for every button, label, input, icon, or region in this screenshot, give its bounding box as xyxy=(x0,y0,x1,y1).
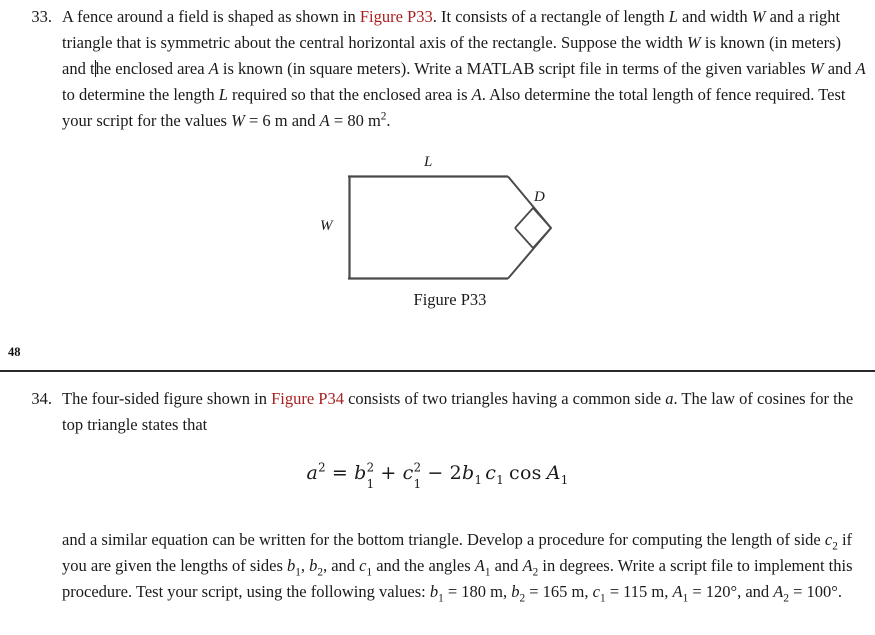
p33-var-W-3: W xyxy=(809,59,824,78)
problem-34-text xyxy=(62,386,868,438)
p34-text-3: . The law of cosines for the top triangle states that xyxy=(62,389,854,434)
eq-term3-var: b xyxy=(461,462,475,484)
p34-sub-A1: 1 xyxy=(484,566,491,579)
figure-label-length: L xyxy=(424,154,433,170)
equation-law-of-cosines: $a^2 = b$ 1 $^2$ + c 1 $^2 - 2b_1$ $c_1$ $\cos A_1$ xyxy=(306,460,569,491)
problem-34-continuation-text xyxy=(62,527,868,605)
figure-label-width: W xyxy=(320,218,333,234)
p33-text-8: and xyxy=(823,59,856,78)
p34-text-1: The four-sided figure shown in xyxy=(62,389,272,408)
figure-p33-caption: Figure P33 xyxy=(413,290,487,309)
problem-34-number: 34. xyxy=(31,389,52,408)
p34-text-11: = 180 m, xyxy=(443,582,512,601)
p33-text-1: A fence around a field is shaped as shown in xyxy=(62,7,360,26)
eq-lhs-var: a xyxy=(306,462,319,484)
p33-var-A-3: A xyxy=(471,85,482,104)
p34-sub-A1-val: 1 xyxy=(682,592,689,605)
p34-var-b1-val: b xyxy=(429,582,439,601)
p33-var-W-2: W xyxy=(687,33,701,52)
eq-minus: − xyxy=(427,462,444,484)
p33-var-W-1: W xyxy=(751,7,766,26)
p33-text-7: is known (in square meters). Write a MATLAB script file in terms of the given variables xyxy=(218,59,810,78)
p33-text-13: = 80 m xyxy=(329,111,381,130)
p34-var-A1: A xyxy=(474,556,485,575)
p34-var-A2-val: A xyxy=(773,582,784,601)
p34-sub-c1-val: 1 xyxy=(599,592,606,605)
p34-sub-b2: 2 xyxy=(317,566,323,579)
p34-text-15: = 100°. xyxy=(789,582,843,601)
p33-text-10: required so that the enclosed area is xyxy=(227,85,472,104)
p33-var-W-4: W xyxy=(231,111,245,130)
p34-text-2: consists of two triangles having a common side xyxy=(343,389,666,408)
p34-var-a: a xyxy=(665,389,674,408)
problem-34-intro-paragraph xyxy=(62,386,868,438)
p34-text-6: , xyxy=(300,556,310,575)
p34-var-A1-val: A xyxy=(672,582,683,601)
p34-var-b1: b xyxy=(287,556,296,575)
p33-text-5: is known (in meters) and t xyxy=(62,33,841,78)
p34-text-7: , and xyxy=(322,556,360,575)
p34-text-12: = 165 m, xyxy=(525,582,593,601)
problem-33 xyxy=(12,4,868,134)
p33-text-2: . It consists of a rectangle of length xyxy=(432,7,669,26)
p34-sub-c2: 2 xyxy=(832,540,838,553)
eq-angle-var: A xyxy=(546,462,561,484)
eq-term2-exponent: 2 xyxy=(413,460,422,475)
problem-33-number: 33. xyxy=(31,7,52,26)
p34-text-14: = 120°, and xyxy=(688,582,774,601)
page-number: 48 xyxy=(8,345,21,359)
eq-term1-var: b xyxy=(354,462,367,484)
problem-34-continuation xyxy=(12,527,868,605)
p33-var-A-4: A xyxy=(319,111,330,130)
p34-var-A2: A xyxy=(522,556,533,575)
eq-coefficient: 2 xyxy=(449,462,462,484)
p34-sub-b2-val: 2 xyxy=(519,592,526,605)
eq-angle-sub: 1 xyxy=(560,472,569,487)
p33-text-9: to determine the length xyxy=(62,85,219,104)
p34-sub-A2: 2 xyxy=(532,566,539,579)
eq-term3-sub: 1 xyxy=(474,472,483,487)
p33-text-4: and a right triangle that is symmetric about the central horizontal axis of the rectangle. Suppose the width xyxy=(62,7,841,52)
p34-var-c1: c xyxy=(359,556,367,575)
eq-plus: + xyxy=(380,462,397,484)
p34-text-9: and xyxy=(490,556,523,575)
eq-term4-var: c xyxy=(485,462,497,484)
p33-var-A-1: A xyxy=(208,59,219,78)
p34-text-10: in degrees. Write a script file to implement this procedure. Test your script, using the following values: xyxy=(62,556,853,601)
figure-p33-reference-link[interactable]: Figure P33 xyxy=(359,7,433,26)
eq-cos-function: cos xyxy=(509,462,542,484)
problem-33-text xyxy=(62,4,868,134)
p33-text-6: he enclosed area xyxy=(95,59,209,78)
p33-text-14: . xyxy=(386,111,391,130)
p33-var-L: L xyxy=(668,7,678,26)
eq-lhs-exponent: 2 xyxy=(318,460,326,475)
p33-var-L-2: L xyxy=(218,85,228,104)
eq-term1-exponent: 2 xyxy=(366,460,375,475)
p34-sub-A2-val: 2 xyxy=(783,592,789,605)
p34-var-c1-val: c xyxy=(592,582,600,601)
p34-text-13: = 115 m, xyxy=(605,582,673,601)
p34-text-8: and the angles xyxy=(372,556,475,575)
p34-text-5: if you are given the lengths of sides xyxy=(62,530,853,575)
p33-text-3: and width xyxy=(677,7,752,26)
page-divider-rule xyxy=(0,370,875,372)
figure-p34-reference-link[interactable]: Figure P34 xyxy=(271,389,344,408)
p34-text-4: and a similar equation can be written for the bottom triangle. Develop a procedure for computing the length of side xyxy=(62,530,825,549)
eq-term4-sub: 1 xyxy=(496,472,504,487)
figure-p33-drawing xyxy=(300,148,600,288)
figure-p33 xyxy=(300,148,600,318)
eq-term2-var: c xyxy=(402,462,414,484)
p33-var-A-2: A xyxy=(855,59,866,78)
problem-34 xyxy=(12,386,868,438)
right-angle-marker xyxy=(515,208,551,248)
figure-label-diagonal: D xyxy=(534,189,545,205)
eq-equals: = xyxy=(331,462,349,484)
p34-var-b2-val: b xyxy=(511,582,520,601)
p33-text-12: = 6 m and xyxy=(244,111,320,130)
p34-sub-b1-val: 1 xyxy=(438,592,444,605)
p34-sub-c1: 1 xyxy=(366,566,373,579)
p34-var-b2: b xyxy=(309,556,318,575)
p33-exponent-2: 2 xyxy=(380,110,387,123)
p34-sub-b1: 1 xyxy=(295,566,301,579)
p34-var-c2: c xyxy=(824,530,833,549)
p33-text-11: . Also determine the total length of fence required. Test your script for the values xyxy=(62,85,846,130)
